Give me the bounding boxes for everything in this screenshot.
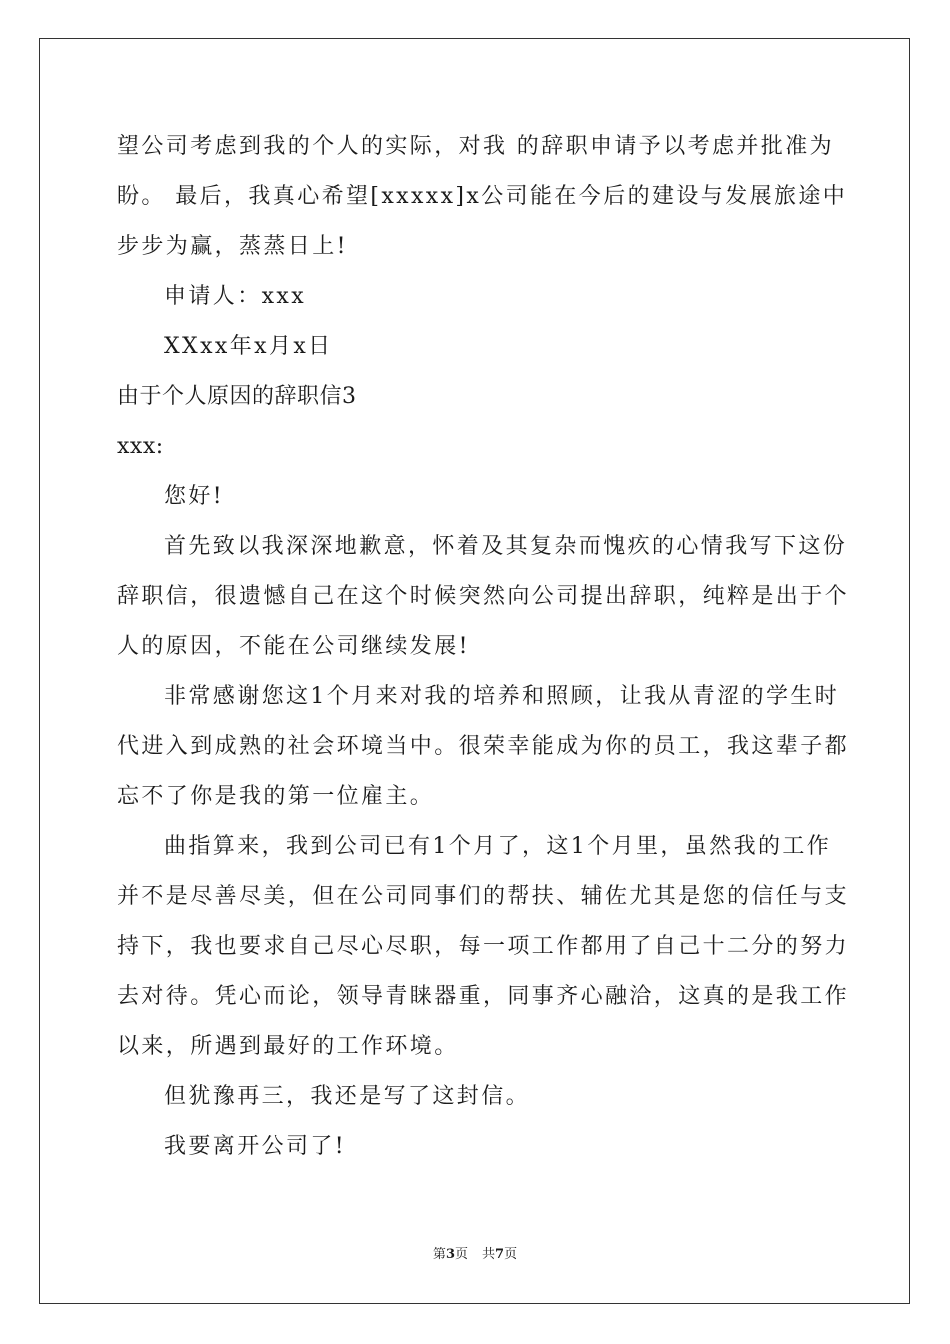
total-suffix: 页 [504, 1247, 518, 1262]
paragraph-line: 辞职信，很遗憾自己在这个时候突然向公司提出辞职，纯粹是出于个 [117, 584, 850, 609]
applicant-line: 申请人：xxx [164, 284, 307, 309]
salutation: xxx: [117, 434, 164, 459]
page-current: 3 [445, 1247, 455, 1262]
greeting: 您好! [164, 484, 225, 509]
paragraph-line: 持下，我也要求自己尽心尽职，每一项工作都用了自己十二分的努力 [117, 934, 850, 959]
paragraph-line: 人的原因，不能在公司继续发展! [117, 634, 470, 659]
paragraph-line: 我要离开公司了! [164, 1134, 347, 1159]
paragraph-line: 以来，所遇到最好的工作环境。 [117, 1034, 459, 1059]
paragraph-line: 望公司考虑到我的个人的实际，对我 的辞职申请予以考虑并批准为 [117, 134, 834, 159]
paragraph-line: 盼。 最后，我真心希望[xxxxx]x公司能在今后的建设与发展旅途中 [117, 184, 848, 209]
date-line: XXxx年x月x日 [164, 334, 333, 359]
paragraph-line: 代进入到成熟的社会环境当中。很荣幸能成为你的员工，我这辈子都 [117, 734, 850, 759]
paragraph-line: 曲指算来，我到公司已有1个月了，这1个月里，虽然我的工作 [164, 834, 832, 859]
page-prefix: 第 [432, 1247, 446, 1262]
paragraph-line: 非常感谢您这1个月来对我的培养和照顾，让我从青涩的学生时 [164, 684, 840, 709]
paragraph-line: 步步为赢，蒸蒸日上! [117, 234, 348, 259]
page-suffix: 页 [454, 1247, 468, 1262]
paragraph-line: 并不是尽善尽美，但在公司同事们的帮扶、辅佐尤其是您的信任与支 [117, 884, 850, 909]
total-prefix: 共 [482, 1247, 496, 1262]
page-footer [0, 1245, 950, 1265]
page-total: 7 [495, 1247, 505, 1262]
document-body [117, 122, 850, 1172]
paragraph-line: 首先致以我深深地歉意，怀着及其复杂而愧疚的心情我写下这份 [164, 534, 848, 559]
paragraph-line: 忘不了你是我的第一位雇主。 [117, 784, 435, 809]
paragraph-line: 但犹豫再三，我还是写了这封信。 [164, 1084, 531, 1109]
paragraph-line: 去对待。凭心而论，领导青睐器重，同事齐心融洽，这真的是我工作 [117, 984, 850, 1009]
section-title: 由于个人原因的辞职信3 [117, 384, 357, 409]
